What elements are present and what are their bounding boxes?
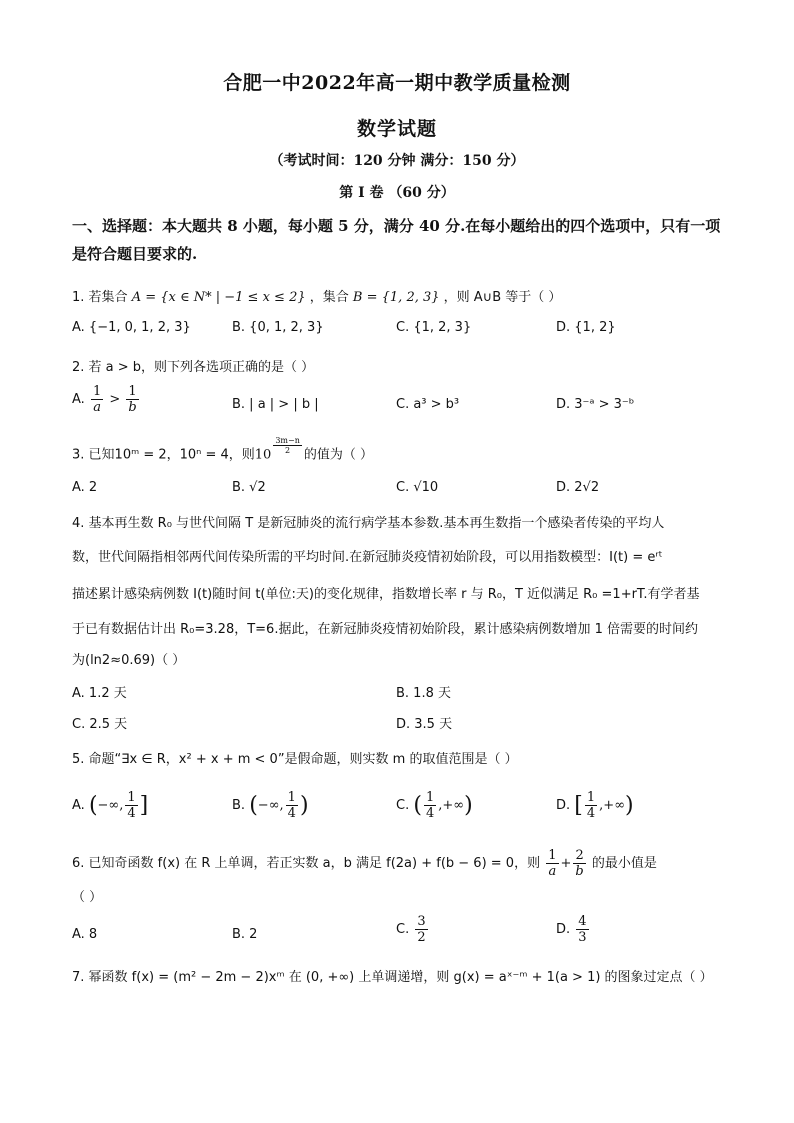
question-number: 5.: [72, 752, 85, 767]
power-exponent: $\frac{3m-n}{2}$: [275, 436, 300, 455]
exam-subtitle: 数学试题: [356, 118, 437, 140]
option-d: D. 2√2: [556, 480, 600, 495]
option-d: D. {1, 2}: [556, 320, 616, 335]
option-label: A.: [72, 798, 85, 813]
option-label: D.: [556, 798, 571, 813]
option-a: A. (−∞, $\frac{1}{4}$ ]: [72, 790, 149, 821]
option-d: D. 3⁻ᵃ > 3⁻ᵇ: [556, 397, 635, 412]
question-2: [72, 358, 724, 378]
option-b: B. 2: [232, 927, 258, 942]
option-label: D.: [556, 922, 571, 937]
option-b: B. (−∞, $\frac{1}{4}$ ): [232, 790, 309, 821]
option-label: C.: [396, 798, 410, 813]
question-line: 描述累计感染病例数 I(t)随时间 t(单位:天)的变化规律，指数增长率 r 与 R₀，T 近似满足 R₀ =1+rT.有学者基: [72, 587, 700, 602]
question-number: 6.: [72, 856, 85, 871]
option-a: A. $\frac{1}{a}$ > $\frac{1}{b}$: [72, 384, 137, 415]
option-a: A. 8: [72, 927, 98, 942]
question-text: ，集合: [309, 290, 349, 305]
option-d: D. 3.5 天: [396, 717, 453, 732]
question-text: 的最小值是: [591, 856, 657, 871]
question-text: 的值为（ ）: [303, 447, 373, 463]
option-c: C. 2.5 天: [72, 717, 128, 732]
option-c: C. √10: [396, 480, 439, 495]
question-text: 已知10ᵐ = 2，10ⁿ = 4，则: [88, 447, 255, 463]
question-answer-blank: （ ）: [72, 890, 103, 905]
option-a: A. {−1, 0, 1, 2, 3}: [72, 320, 191, 335]
question-line: 于已有数据估计出 R₀=3.28，T=6.据此，在新冠肺炎疫情初始阶段，累计感染病例数增加 1 倍需要的时间约: [72, 622, 698, 637]
option-c: C. $\frac{3}{2}$: [396, 914, 426, 945]
option-a: A. 1.2 天: [72, 686, 127, 701]
question-1: [72, 288, 724, 308]
option-d: D. $\frac{4}{3}$: [556, 914, 587, 945]
option-c: C. {1, 2, 3}: [396, 320, 472, 335]
question-7: [72, 968, 724, 988]
set-a-formula: A = {x ∈ N* | −1 ≤ x ≤ 2}: [131, 290, 306, 305]
question-number: 4.: [72, 516, 85, 531]
power-base: 10: [254, 447, 272, 463]
fraction-1-over-b: $\frac{1}{b}$: [128, 384, 137, 415]
option-a: A. 2: [72, 480, 98, 495]
volume-heading: 第 I 卷 （60 分）: [339, 185, 455, 201]
option-d: D. [ $\frac{1}{4}$ ,+∞): [556, 790, 634, 821]
question-text: 已知奇函数 f(x) 在 R 上单调，若正实数 a，b 满足 f(2a) + f(b − 6) = 0，则: [88, 856, 541, 871]
question-line: 数，世代间隔指相邻两代间传染所需的平均时间.在新冠肺炎疫情初始阶段，可以用指数模型：I(t) = eʳᵗ: [72, 550, 663, 565]
option-b: B. {0, 1, 2, 3}: [232, 320, 324, 335]
question-text: 命题“∃x ∈ R，x² + x + m < 0”是假命题，则实数 m 的取值范围是（ ）: [88, 752, 518, 767]
question-number: 1.: [72, 290, 85, 305]
option-b: B. √2: [232, 480, 266, 495]
question-number: 3.: [72, 447, 85, 463]
question-6: 6. 已知奇函数 f(x) 在 R 上单调，若正实数 a，b 满足 f(2a) + f(b − 6) = 0，则 $\frac{1}{a}$ + $\frac{2}{b}$ 的最小值是: [72, 848, 657, 879]
question-number: 7.: [72, 970, 85, 985]
question-4: [72, 514, 724, 534]
set-b-formula: B = {1, 2, 3}: [352, 290, 440, 305]
question-text: ，则 A∪B 等于（ ）: [443, 290, 562, 305]
exam-title: 合肥一中2022年高一期中教学质量检测: [223, 72, 571, 94]
section-instructions: 一、选择题：本大题共 8 小题，每小题 5 分，满分 40 分.在每小题给出的四个选项中，只有一项是符合题目要求的.: [72, 217, 721, 263]
question-line: 基本再生数 R₀ 与世代间隔 T 是新冠肺炎的流行病学基本参数.基本再生数指一个感染者传染的平均人: [88, 516, 665, 531]
option-label: C.: [396, 922, 410, 937]
question-text: 若集合: [88, 290, 128, 305]
question-5: [72, 750, 724, 770]
option-b: B. | a | > | b |: [232, 397, 319, 412]
question-text: 若 a > b，则下列各选项正确的是（ ）: [88, 360, 315, 375]
question-text: 幂函数 f(x) = (m² − 2m − 2)xᵐ 在 (0, +∞) 上单调递增，则 g(x) = aˣ⁻ᵐ + 1(a > 1) 的图象过定点（ ）: [88, 970, 713, 985]
question-3: [72, 436, 724, 465]
option-label: A.: [72, 392, 85, 407]
question-line: 为(ln2≈0.69)（ ）: [72, 653, 186, 668]
exam-info: （考试时间：120 分钟 满分：150 分）: [269, 153, 525, 169]
option-c: C. a³ > b³: [396, 397, 460, 412]
fraction-1-over-a: $\frac{1}{a}$: [92, 384, 102, 415]
question-number: 2.: [72, 360, 85, 375]
option-b: B. 1.8 天: [396, 686, 451, 701]
option-label: B.: [232, 798, 246, 813]
option-c: C. ( $\frac{1}{4}$ ,+∞): [396, 790, 473, 821]
